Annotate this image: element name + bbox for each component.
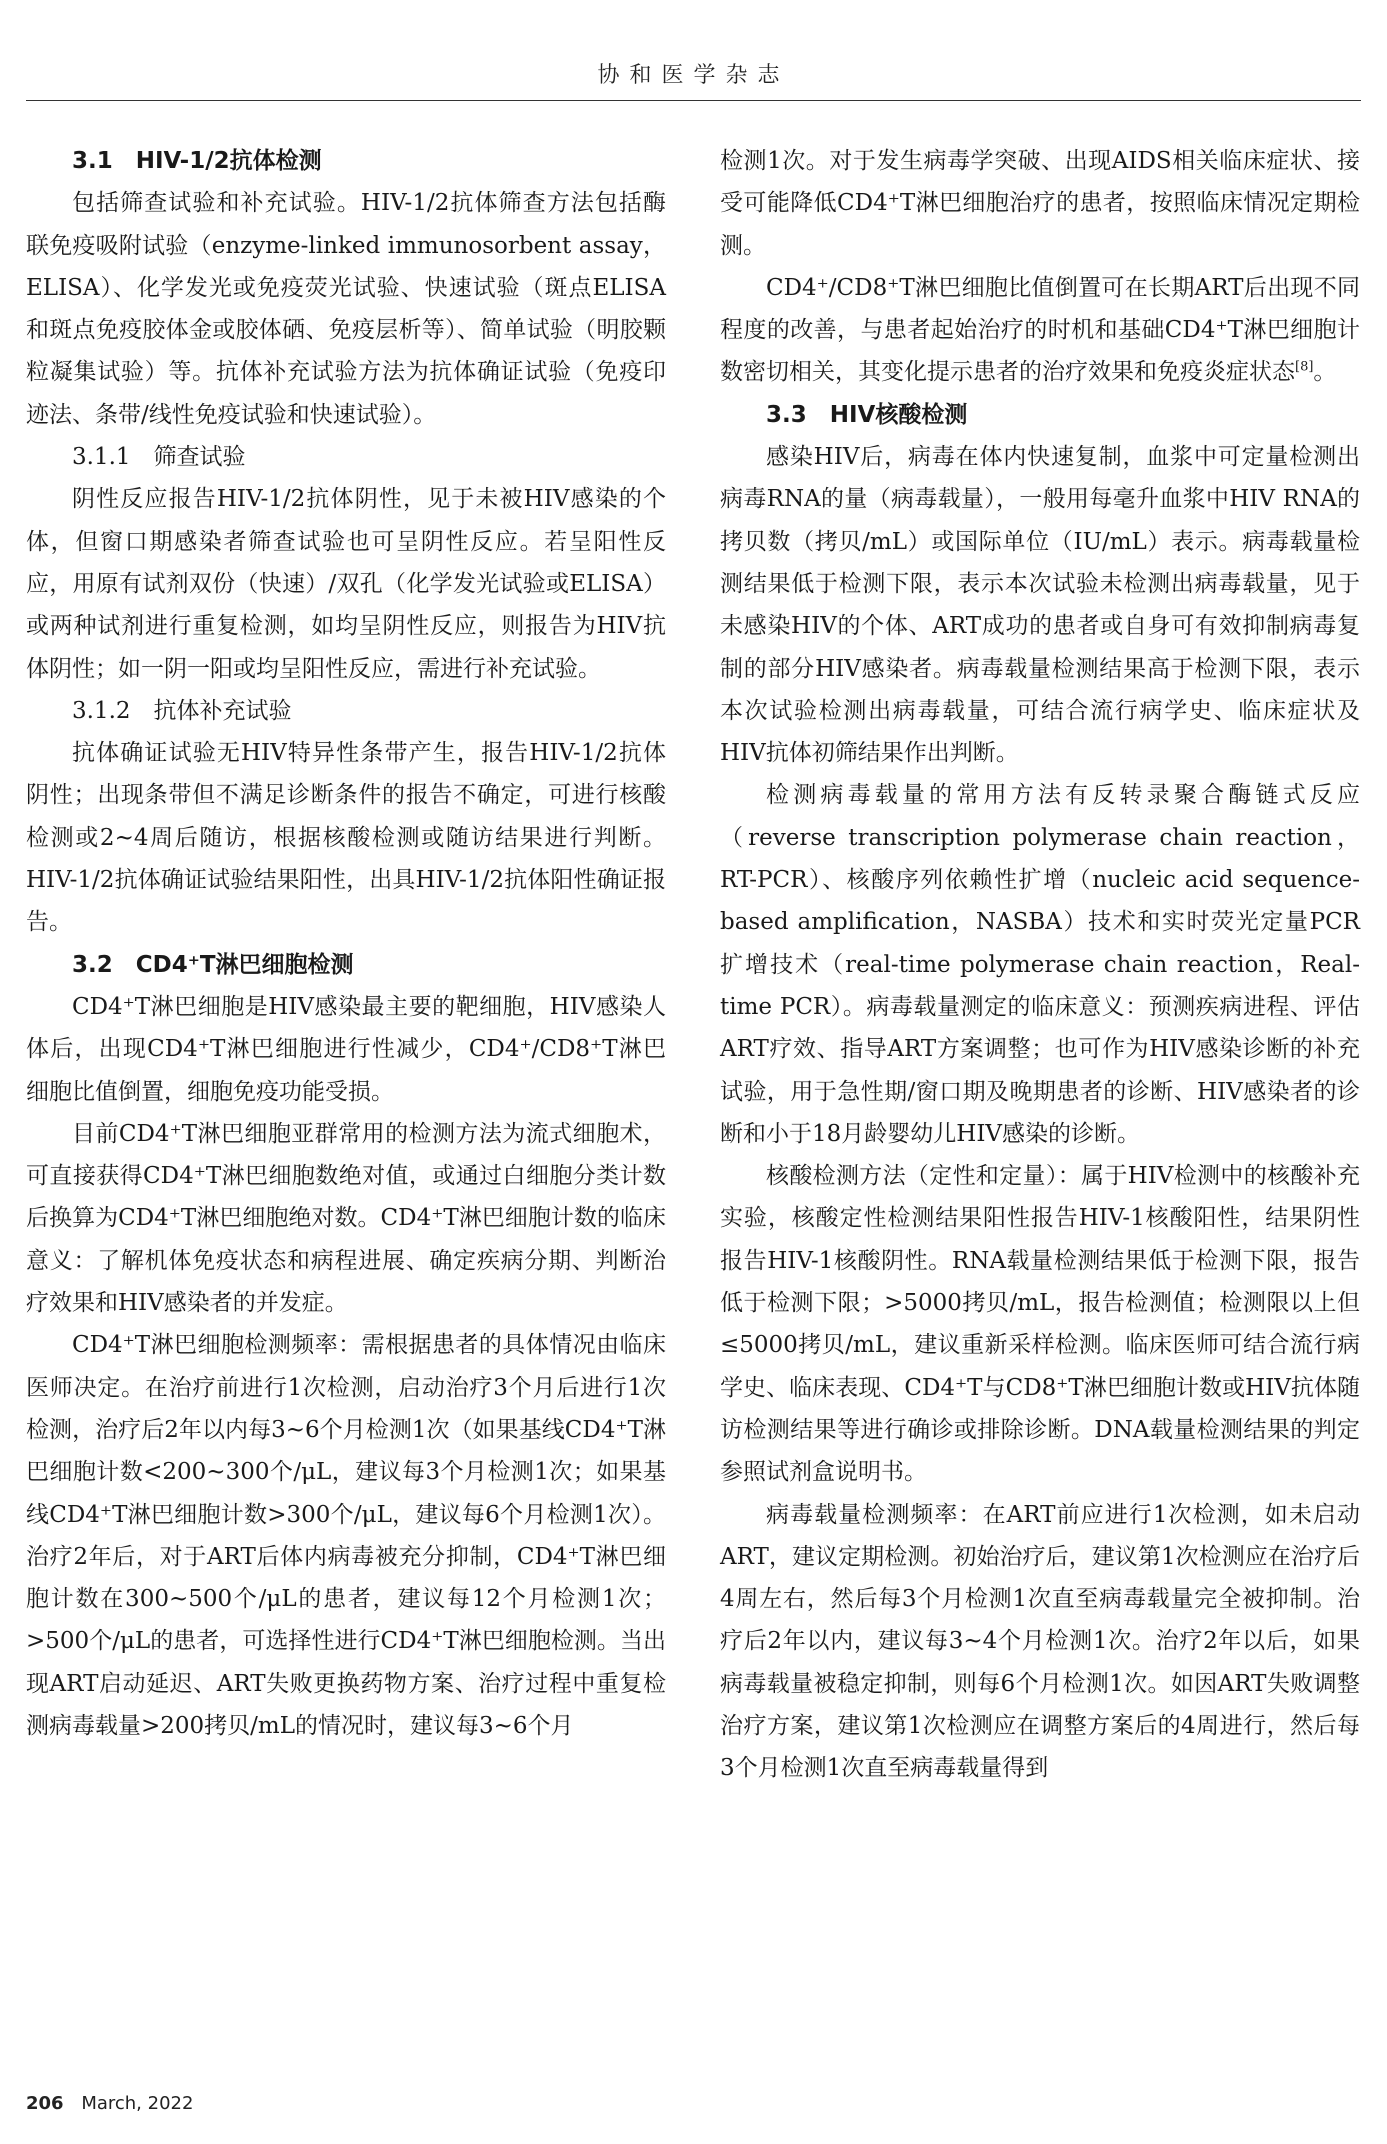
paragraph: CD4⁺T淋巴细胞检测频率：需根据患者的具体情况由临床医师决定。在治疗前进行1次检测，启动治疗3个月后进行1次检测，治疗后2年以内每3~6个月检测1次（如果基线CD4⁺T淋巴细胞计数<200~300个/μL，建议每3个月检测1次；如果基线CD4⁺T淋巴细胞计数>300个/μL，建议每6个月检测1次）。治疗2年后，对于ART后体内病毒被充分抑制，CD4⁺T淋巴细胞计数在300~500个/μL的患者，建议每12个月检测1次；>500个/μL的患者，可选择性进行CD4⁺T淋巴细胞检测。当出现ART启动延迟、ART失败更换药物方案、治疗过程中重复检测病毒载量>200拷贝/mL的情况时，建议每3~6个月 [26, 1332, 666, 1739]
paragraph: 目前CD4⁺T淋巴细胞亚群常用的检测方法为流式细胞术，可直接获得CD4⁺T淋巴细胞数绝对值，或通过白细胞分类计数后换算为CD4⁺T淋巴细胞绝对数。CD4⁺T淋巴细胞计数的临床意义：了解机体免疫状态和病程进展、确定疾病分期、判断治疗效果和HIV感染者的并发症。 [26, 1120, 666, 1317]
paragraph-text: CD4⁺/CD8⁺T淋巴细胞比值倒置可在长期ART后出现不同程度的改善，与患者起始治疗的时机和基础CD4⁺T淋巴细胞计数密切相关，其变化提示患者的治疗效果和免疫炎症状态 [720, 274, 1360, 386]
section-heading-3-2: 3.2 CD4⁺T淋巴细胞检测 [72, 951, 354, 978]
right-column [720, 140, 1360, 1790]
paragraph: 核酸检测方法（定性和定量）：属于HIV检测中的核酸补充实验，核酸定性检测结果阳性报告HIV-1核酸阳性，结果阴性报告HIV-1核酸阴性。RNA载量检测结果低于检测下限，报告低于检测下限；>5000拷贝/mL，报告检测值；检测限以上但≤5000拷贝/mL，建议重新采样检测。临床医师可结合流行病学史、临床表现、CD4⁺T与CD8⁺T淋巴细胞计数或HIV抗体随访检测结果等进行确诊或排除诊断。DNA载量检测结果的判定参照试剂盒说明书。 [720, 1163, 1360, 1486]
paragraph: 阴性反应报告HIV-1/2抗体阴性，见于未被HIV感染的个体，但窗口期感染者筛查试验也可呈阴性反应。若呈阳性反应，用原有试剂双份（快速）/双孔（化学发光试验或ELISA）或两种试剂进行重复检测，如均呈阴性反应，则报告为HIV抗体阴性；如一阴一阳或均呈阳性反应，需进行补充试验。 [26, 486, 666, 682]
section-heading-3-1: 3.1 HIV-1/2抗体检测 [72, 148, 322, 174]
paragraph: 病毒载量检测频率：在ART前应进行1次检测，如未启动ART，建议定期检测。初始治疗后，建议第1次检测应在治疗后4周左右，然后每3个月检测1次直至病毒载量完全被抑制。治疗后2年以内，建议每3~4个月检测1次。治疗2年以后，如果病毒载量被稳定抑制，则每6个月检测1次。如因ART失败调整治疗方案，建议第1次检测应在调整方案后的4周进行，然后每3个月检测1次直至病毒载量得到 [720, 1501, 1360, 1782]
left-column [26, 140, 666, 1747]
page-number: 206 [26, 2093, 64, 2114]
paragraph: 检测病毒载量的常用方法有反转录聚合酶链式反应（reverse transcription polymerase chain reaction，RT-PCR）、核酸序列依赖性扩增（nucleic acid sequence-based amplification，NASBA）技术和实时荧光定量PCR扩增技术（real-time polymerase chain reaction，Real-time PCR）。病毒载量测定的临床意义：预测疾病进程、评估ART疗效、指导ART方案调整；也可作为HIV感染诊断的补充试验，用于急性期/窗口期及晚期患者的诊断、HIV感染者的诊断和小于18月龄婴幼儿HIV感染的诊断。 [720, 782, 1360, 1147]
paragraph-end: 。 [1313, 359, 1337, 386]
paragraph: 检测1次。对于发生病毒学突破、出现AIDS相关临床症状、接受可能降低CD4⁺T淋巴细胞治疗的患者，按照临床情况定期检测。 [720, 148, 1360, 259]
paragraph: 抗体确证试验无HIV特异性条带产生，报告HIV-1/2抗体阴性；出现条带但不满足诊断条件的报告不确定，可进行核酸检测或2~4周后随访，根据核酸检测或随访结果进行判断。HIV-1/2抗体确证试验结果阳性，出具HIV-1/2抗体阳性确证报告。 [26, 740, 666, 936]
paragraph [720, 267, 1360, 394]
subsection-heading-3-1-1: 3.1.1 筛查试验 [72, 444, 246, 471]
paragraph: CD4⁺T淋巴细胞是HIV感染最主要的靶细胞，HIV感染人体后，出现CD4⁺T淋巴细胞进行性减少，CD4⁺/CD8⁺T淋巴细胞比值倒置，细胞免疫功能受损。 [26, 993, 666, 1105]
page-footer [26, 2093, 193, 2114]
issue-date: March, 2022 [81, 2093, 194, 2114]
paragraph: 包括筛查试验和补充试验。HIV-1/2抗体筛查方法包括酶联免疫吸附试验（enzyme-linked immunosorbent assay，ELISA）、化学发光或免疫荧光试验、快速试验（斑点ELISA和斑点免疫胶体金或胶体硒、免疫层析等）、简单试验（明胶颗粒凝集试验）等。抗体补充试验方法为抗体确证试验（免疫印迹法、条带/线性免疫试验和快速试验）。 [26, 190, 666, 428]
section-heading-3-3: 3.3 HIV核酸检测 [766, 401, 968, 428]
header-divider [26, 100, 1361, 101]
subsection-heading-3-1-2: 3.1.2 抗体补充试验 [72, 697, 292, 724]
journal-header: 协和医学杂志 [597, 63, 790, 88]
citation: [8] [1295, 359, 1314, 375]
paragraph: 感染HIV后，病毒在体内快速复制，血浆中可定量检测出病毒RNA的量（病毒载量），一般用每毫升血浆中HIV RNA的拷贝数（拷贝/mL）或国际单位（IU/mL）表示。病毒载量检测结果低于检测下限，表示本次试验未检测出病毒载量，见于未感染HIV的个体、ART成功的患者或自身可有效抑制病毒复制的部分HIV感染者。病毒载量检测结果高于检测下限，表示本次试验检测出病毒载量，可结合流行病学史、临床症状及HIV抗体初筛结果作出判断。 [720, 444, 1360, 767]
